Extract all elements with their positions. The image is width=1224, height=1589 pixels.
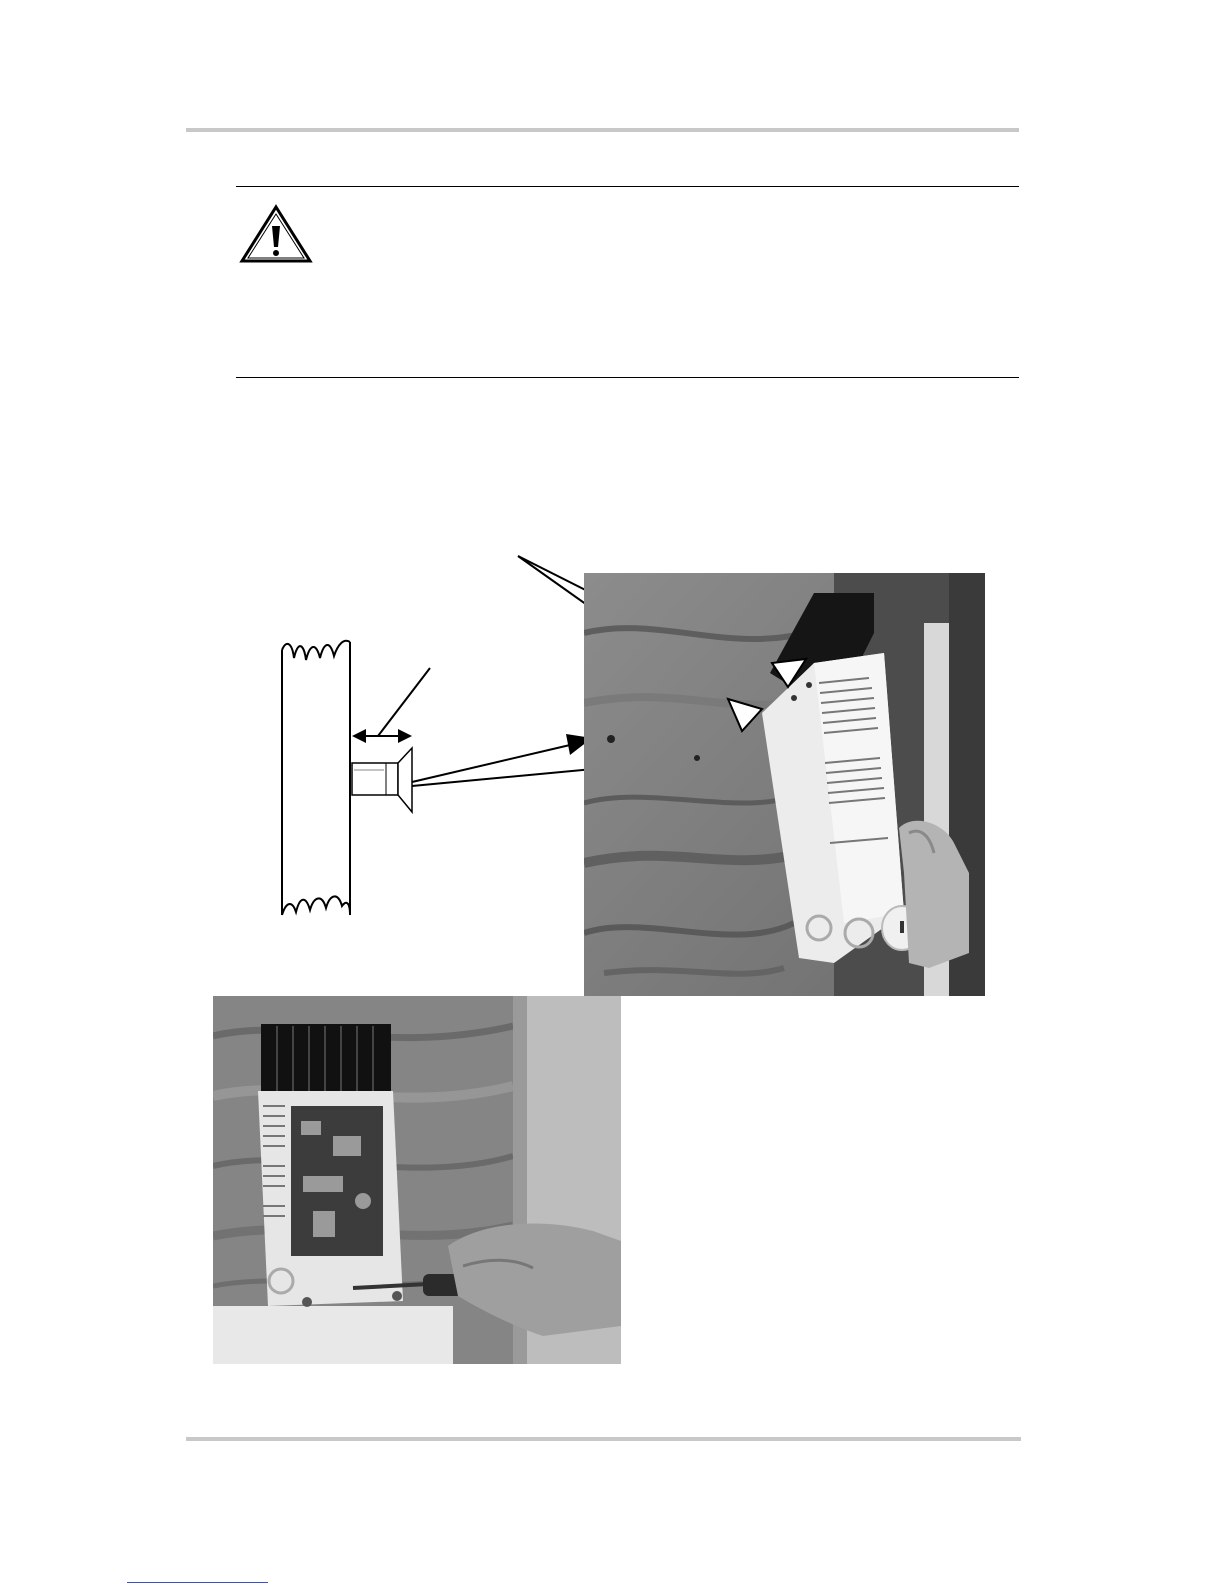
header-rule xyxy=(186,128,1019,132)
controller-held-to-wall-photo xyxy=(584,573,985,996)
controller-screw-install-photo xyxy=(213,996,621,1364)
warning-top-rule xyxy=(236,186,1019,187)
warning-bottom-rule xyxy=(236,377,1019,378)
warning-triangle-icon xyxy=(239,204,313,264)
footer-rule xyxy=(186,1437,1021,1441)
footer-link-underline[interactable] xyxy=(127,1582,268,1583)
wall-mount-diagram xyxy=(270,630,450,930)
